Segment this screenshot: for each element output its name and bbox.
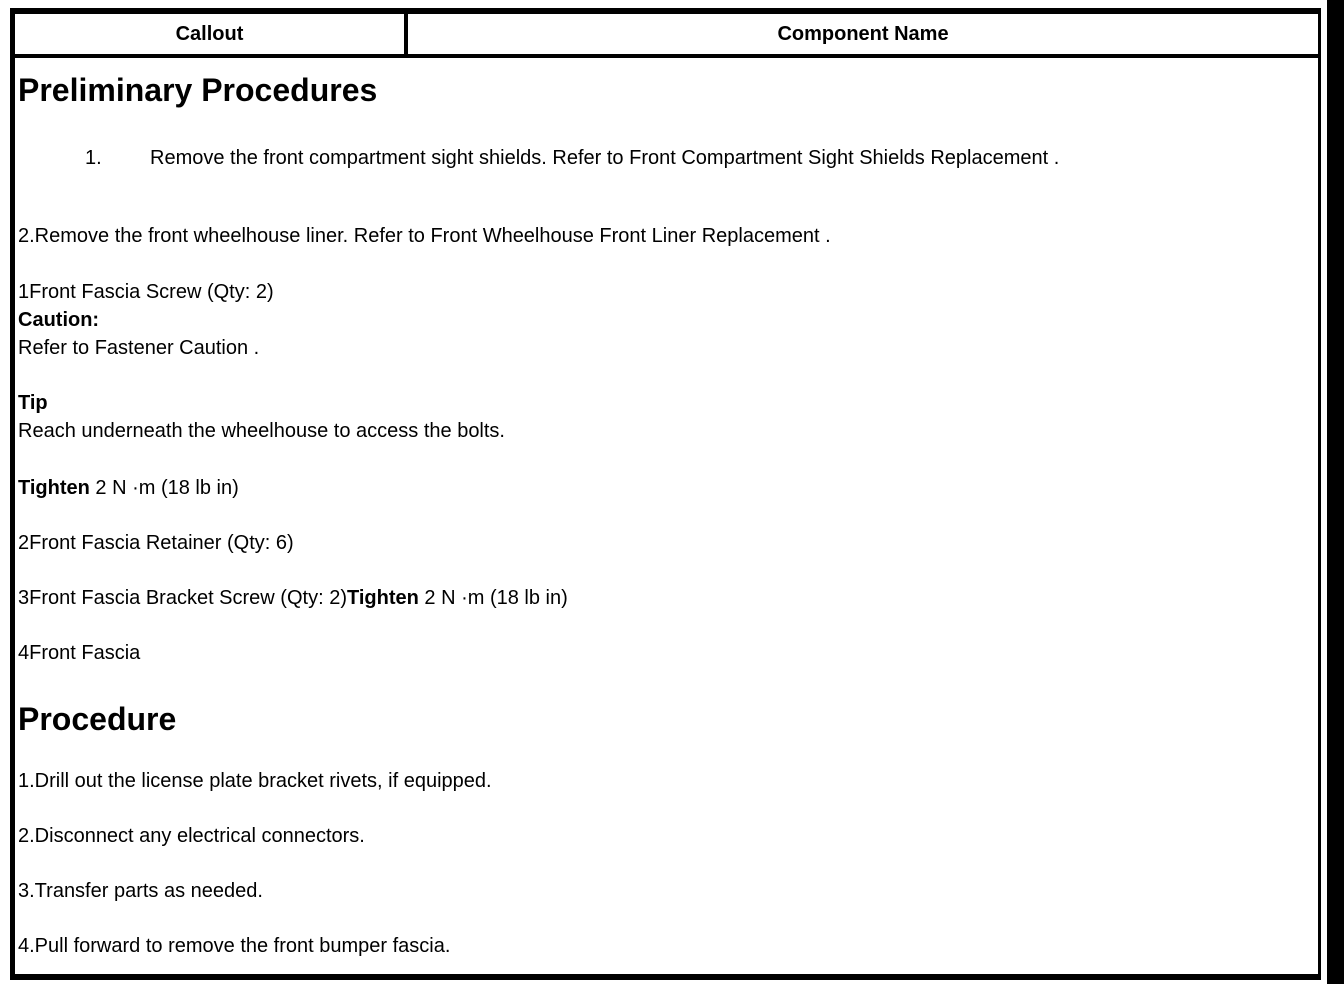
procedure-step-2: 2.Disconnect any electrical connectors. (18, 825, 365, 847)
procedure-step-3: 3.Transfer parts as needed. (18, 880, 263, 902)
header-cell-component-name: Component Name (777, 22, 949, 45)
header-cell-callout: Callout (15, 14, 408, 54)
callout-4-name: 4Front Fascia (18, 642, 141, 664)
callout-3-entry (18, 584, 1312, 612)
callout-3-name: 3Front Fascia Bracket Screw (Qty: 2) (18, 587, 347, 609)
table-body-cell (15, 58, 1318, 960)
procedure-heading: Procedure (18, 701, 177, 737)
scan-edge-artifact (1327, 0, 1344, 984)
tip-block (18, 389, 1312, 445)
procedure-step-1: 1.Drill out the license plate bracket rivets, if equipped. (18, 770, 492, 792)
preliminary-step-2: 2.Remove the front wheelhouse liner. Refer to Front Wheelhouse Front Liner Replacement . (18, 225, 831, 247)
tip-label: Tip (18, 392, 48, 414)
table-header-row (15, 14, 1318, 58)
tighten-label: Tighten (18, 477, 90, 499)
step-number: 1. (85, 147, 102, 169)
component-callout-table (10, 8, 1321, 980)
procedure-step-4: 4.Pull forward to remove the front bumper fascia. (18, 935, 451, 957)
tighten-value: 2 N ·m (18 lb in) (89, 477, 239, 499)
tighten-spec-line (18, 474, 1312, 502)
callout-2-name: 2Front Fascia Retainer (Qty: 6) (18, 532, 294, 554)
preliminary-procedures-heading: Preliminary Procedures (18, 72, 378, 108)
tighten-value: 2 N ·m (18 lb in) (418, 587, 568, 609)
callout-1-name: 1Front Fascia Screw (Qty: 2) (18, 281, 274, 303)
caution-label: Caution: (18, 309, 100, 331)
step-text: Remove the front compartment sight shields. Refer to Front Compartment Sight Shields Replacement . (150, 147, 1060, 169)
preliminary-step-1 (18, 144, 1312, 172)
callout-1-entry (18, 278, 1312, 362)
tip-text: Reach underneath the wheelhouse to access the bolts. (18, 420, 505, 442)
caution-text: Refer to Fastener Caution . (18, 337, 260, 359)
tighten-label: Tighten (346, 587, 419, 609)
